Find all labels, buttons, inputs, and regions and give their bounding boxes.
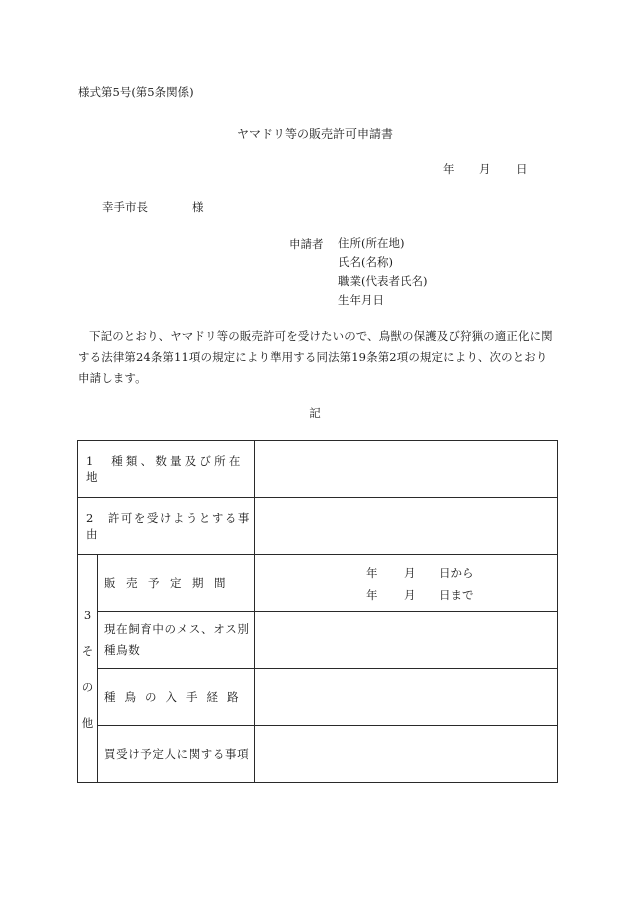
period-to	[366, 587, 474, 603]
sales-period-label: 販売予定期間	[98, 555, 255, 612]
table-row	[78, 669, 558, 726]
other-group-char: そ	[81, 643, 94, 658]
applicant-address-field: 住所(所在地)	[338, 236, 405, 250]
acquisition-route-label: 種鳥の入手経路	[98, 669, 255, 726]
applicant-fields	[338, 236, 427, 312]
period-to-year: 年	[366, 588, 378, 602]
table-row	[78, 498, 558, 555]
period-to-day: 日まで	[439, 588, 474, 602]
ki-heading: 記	[309, 406, 321, 420]
period-to-month: 月	[404, 588, 416, 602]
sales-period-value[interactable]	[255, 555, 558, 612]
other-group-char: 他	[81, 715, 94, 730]
applicant-name-field: 氏名(名称)	[338, 255, 393, 269]
period-from	[366, 565, 474, 581]
period-from-day: 日から	[439, 566, 474, 580]
application-table	[77, 440, 558, 783]
date-month-label: 月	[479, 162, 491, 176]
table-row	[78, 441, 558, 498]
applicant-label: 申請者	[289, 237, 324, 251]
table-row	[78, 726, 558, 783]
acquisition-route-value[interactable]	[255, 669, 558, 726]
body-text	[78, 326, 554, 389]
breeding-count-value[interactable]	[255, 612, 558, 669]
other-group-char: の	[81, 679, 94, 694]
species-quantity-location-label: 1 種類、数量及び所在地	[78, 441, 255, 498]
reason-label: 2 許可を受けようとする事由	[78, 498, 255, 555]
addressee-honorific: 様	[192, 200, 204, 214]
form-number: 様式第5号(第5条関係)	[78, 85, 194, 99]
period-from-month: 月	[404, 566, 416, 580]
date-year-label: 年	[443, 162, 455, 176]
document-title: ヤマドリ等の販売許可申請書	[236, 127, 393, 141]
addressee	[102, 199, 204, 215]
breeding-count-label: 現在飼育中のメス、オス別種鳥数	[98, 612, 255, 669]
buyer-info-value[interactable]	[255, 726, 558, 783]
buyer-info-label: 買受け予定人に関する事項	[98, 726, 255, 783]
table-row	[78, 555, 558, 612]
addressee-name: 幸手市長	[102, 200, 148, 214]
other-group-label	[78, 555, 98, 783]
applicant-birthdate-field: 生年月日	[338, 293, 384, 307]
reason-value[interactable]	[255, 498, 558, 555]
applicant-occupation-field: 職業(代表者氏名)	[338, 274, 428, 288]
body-paragraph: 下記のとおり、ヤマドリ等の販売許可を受けたいので、鳥獣の保護及び狩猟の適正化に関する法律第24条第11項の規定により準用する同法第19条第2項の規定により、次のとおり申請します。	[78, 329, 553, 385]
table-row	[78, 612, 558, 669]
date-day-label: 日	[516, 162, 528, 176]
species-quantity-location-value[interactable]	[255, 441, 558, 498]
other-group-char: 3	[83, 607, 92, 622]
period-from-year: 年	[366, 566, 378, 580]
